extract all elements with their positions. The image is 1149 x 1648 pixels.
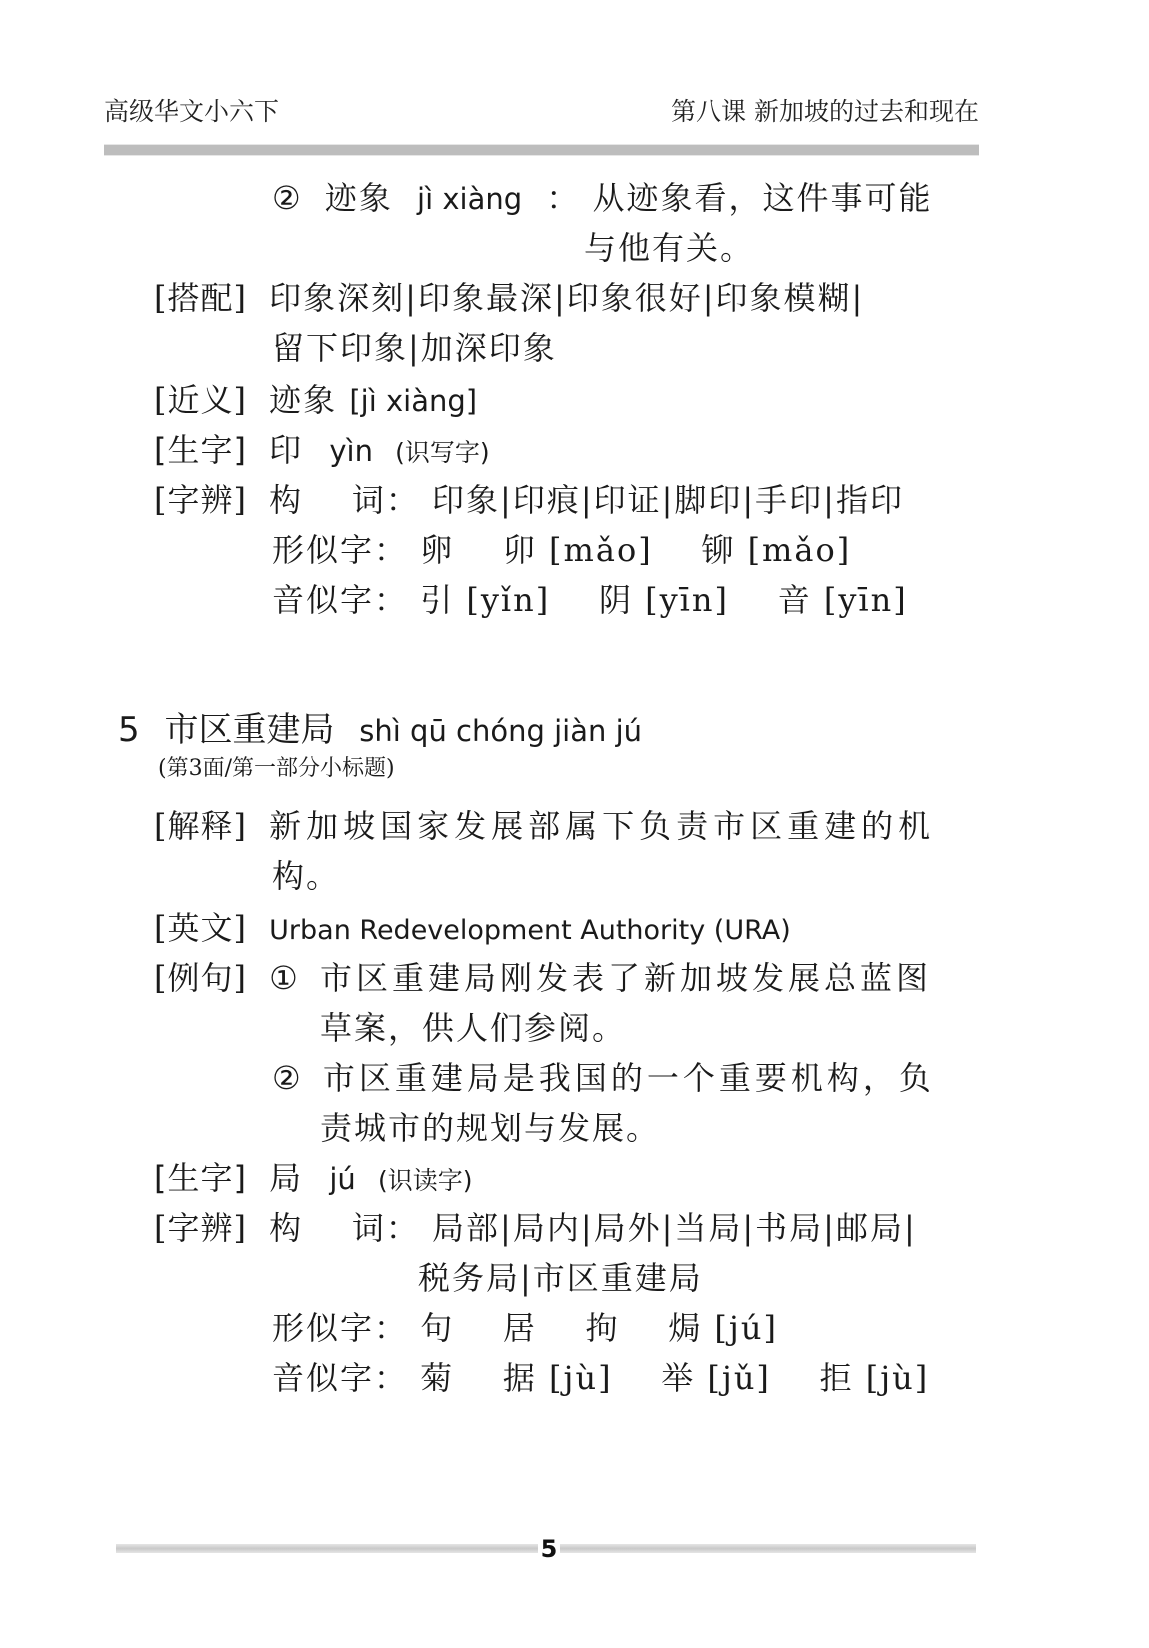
english-row [154, 908, 791, 951]
new-character-type: (识写字) [395, 438, 490, 467]
new-character-tag: [生字] [154, 431, 247, 469]
examples-tag: [例句] [154, 959, 247, 997]
similar-sound-list-2: 菊 据 [jù] 举 [jǔ] 拒 [jù] [420, 1359, 930, 1397]
lesson-title: 第八课 新加坡的过去和现在 [671, 97, 979, 126]
word-building-list-2-line2: 税务局|市区重建局 [418, 1259, 703, 1297]
similar-sound-list: 引 [yǐn] 阴 [yīn] 音 [yīn] [420, 581, 908, 619]
collocations-row [154, 278, 864, 318]
new-character-row-2 [154, 1158, 472, 1201]
example-word-pinyin: jì xiàng [417, 182, 523, 216]
entry-source-note: (第3面/第一部分小标题) [158, 756, 395, 781]
new-character-pinyin: yìn [329, 434, 373, 468]
example-1-line2: 草案，供人们参阅。 [320, 1009, 627, 1047]
explanation-line2: 构。 [272, 857, 341, 895]
example-2-marker: ② [272, 1059, 303, 1097]
new-character-2: 局 [269, 1159, 304, 1197]
entry-title [118, 708, 642, 753]
character-analysis-row-2 [154, 1208, 917, 1248]
explanation-line1: 新加坡国家发展部属下负责市区重建的机 [269, 807, 936, 845]
character-analysis-row [154, 480, 904, 520]
word-building-list-2-line1: 局部|局内|局外|当局|书局|邮局| [432, 1209, 917, 1247]
page-header [104, 92, 979, 132]
new-character-tag-2: [生字] [154, 1159, 247, 1197]
similar-sound-row-2 [272, 1358, 929, 1398]
character-analysis-tag: [字辨] [154, 481, 247, 519]
collocations-line2: 留下印象|加深印象 [272, 329, 557, 367]
example-word: 迹象 [324, 179, 393, 217]
example-sentence-2 [272, 178, 933, 219]
similar-shape-list: 卵 卯 [mǎo] 铆 [mǎo] [420, 531, 852, 569]
word-building-label-2: 构 词： [269, 1209, 420, 1247]
new-character-2-pinyin: jú [329, 1162, 356, 1196]
entry-pinyin: shì qū chóng jiàn jú [359, 714, 643, 748]
book-title: 高级华文小六下 [104, 97, 280, 126]
entry-number: 5 [118, 710, 140, 750]
example-2-line1: 市区重建局是我国的一个重要机构，负 [322, 1059, 935, 1097]
synonym-pinyin: [jì xiàng] [349, 384, 478, 418]
example-1-marker: ① [269, 959, 300, 997]
example-sentence-line1: 从迹象看，这件事可能 [592, 179, 933, 217]
similar-shape-row-2 [272, 1308, 778, 1348]
example-sentence-2-line2: 与他有关。 [584, 229, 755, 267]
similar-sound-label-2: 音似字： [272, 1359, 409, 1397]
new-character: 印 [269, 431, 304, 469]
explanation-row [154, 806, 935, 846]
page-number: 5 [538, 1532, 560, 1566]
synonym-tag: [近义] [154, 381, 247, 419]
similar-sound-row [272, 580, 908, 620]
word-building-label: 构 词： [269, 481, 420, 519]
synonym-word: 迹象 [269, 381, 338, 419]
example-row-1 [154, 958, 932, 998]
similar-shape-label-2: 形似字： [272, 1309, 409, 1347]
header-divider [104, 144, 979, 156]
example-2-line2: 责城市的规划与发展。 [320, 1109, 661, 1147]
similar-sound-label: 音似字： [272, 581, 409, 619]
new-character-2-type: (识读字) [377, 1166, 473, 1195]
example-1-line1: 市区重建局刚发表了新加坡发展总蓝图 [320, 959, 933, 997]
collocations-line1: 印象深刻|印象最深|印象很好|印象模糊| [269, 279, 865, 317]
example-marker: ② [272, 179, 303, 217]
example-colon: ： [546, 179, 581, 217]
english-tag: [英文] [154, 909, 247, 947]
character-analysis-tag-2: [字辨] [154, 1209, 247, 1247]
similar-shape-label: 形似字： [272, 531, 409, 569]
explanation-tag: [解释] [154, 807, 247, 845]
example-row-2 [272, 1058, 935, 1098]
word-building-list: 印象|印痕|印证|脚印|手印|指印 [432, 481, 904, 519]
english-text: Urban Redevelopment Authority (URA) [269, 915, 791, 946]
collocations-tag: [搭配] [154, 279, 247, 317]
similar-shape-list-2: 句 居 拘 焗 [jú] [420, 1309, 778, 1347]
synonym-row [154, 380, 477, 421]
entry-word: 市区重建局 [164, 710, 335, 750]
new-character-row [154, 430, 490, 473]
similar-shape-row [272, 530, 851, 570]
